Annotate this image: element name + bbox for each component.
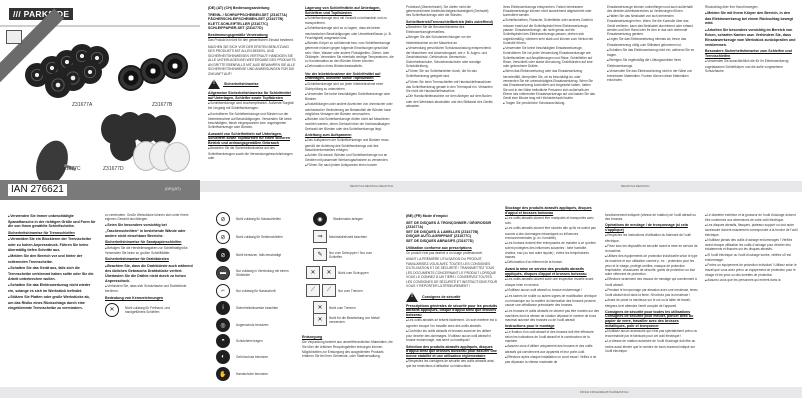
mounting-item: ■ Das Aufspannen der Schleifwerkzeuge und Bürsten muss gemäß der Anleitung des Schleifwerkzeugs und des Maschinenherstellers erfolgen. — [305, 138, 395, 152]
page-footer — [400, 387, 802, 398]
page-footer — [200, 181, 601, 192]
footer-text: FR/CH FR/CH/DE/AT/CH/DE/AT/CH — [580, 390, 629, 394]
storage-item: ■ Déformation d'un élément de la brosse. — [505, 260, 599, 265]
text-item: ■ Les disques abrasifs, flasques, plateaux support ou tout autre accessoire doivent exactement correspondre à la broche de l'outil électrique. — [705, 223, 799, 237]
symbol-row — [216, 318, 291, 332]
text-item: ■ Assurez-vous que les personnes qui entrent dans la — [705, 278, 799, 283]
section-heading: Consignes de sécurité pour meuler, poncer avec du papier de verre, travailler avec des brosses métalliques, polir et tronçonner — [605, 314, 694, 328]
text-item: ■ Verwenden Sie das Elektrowerkzeug nicht in der Nähe von brennbaren Materialien. Funken können diese Materialien entzünden. — [607, 69, 697, 83]
ian-number: IAN 276621 — [8, 184, 67, 196]
no-roughing-icon-2: ✕ — [322, 266, 336, 279]
symbol-row — [216, 212, 291, 226]
safety-heading-text: Sicherheitshinweise — [224, 82, 259, 87]
text-item: Einsatzwerkzeuge können umherfliegen und auch außerhalb des direkten Arbeitsbereiches zu Verletzungen führen. — [607, 4, 693, 14]
de-col-3 — [406, 4, 494, 108]
text-item-bold: ■ Schalten Sie das Gerät aus, falls sich die Trennscheibe verklemmt haben sollte oder Sie die Arbeit unterbrechen wollen. — [8, 266, 96, 281]
symbol-row — [216, 334, 291, 348]
cutting-only-icon-2: ⟋ — [322, 284, 336, 297]
no-wet-grinding-icon: ⊘ — [216, 212, 230, 226]
text-item: ■ Reinigen Sie regelmäßig die Lüftungsschlitze Ihres Elektrowerkzeugs. — [607, 58, 697, 68]
before-use-item: ■ Bürsten und Schleifwerkzeuge dürfen nicht auf Maschinen montiert werden, deren Drehzahl über der höchstzulässigen Drehzahl der Bürsten oder des Schleifwerkzeugs liegt. — [305, 117, 395, 131]
text-item: ■ Fixez tous les dispositifs de sécurité avant la mise en service de la machine. — [605, 244, 699, 254]
de-col-2 — [305, 4, 395, 169]
text-item: ■ Pendant le tronçonnage par abrasion avec une meuleuse, tenez l'outil abrasif droit dans la fente. N'inclinez pas la meuleuse ! — [605, 288, 699, 298]
helmet-icon: ◓ — [216, 334, 230, 348]
de-col-8 — [105, 212, 195, 317]
gloves-icon: ✋ — [216, 367, 230, 381]
storage-item: ■ Bürsten-Körper zu schützende bzw. vom Schleifwerkzeuge getrennte müssen gegen folgende Einwirkungen geschützt sein: Hitze, Wasser oder andere Flüssigkeiten, Glimm- oder Öldämpfe. Vermeiden Sie ebenfalls niedrige Temperaturen, die zu Kondensation an den Bürsten führen könnten. — [305, 41, 395, 63]
text-item: ■ Avant de poser la meuleuse sur le sol ou la table de travail, éteignez-la et attendez l'arrêt complet de l'appareil. — [605, 298, 699, 308]
general-item: ■ Kontrollieren Sie Schleifwerkzeuge und Bürsten vor der Inbetriebnahme auf Beschädigungen. Verwenden Sie keine beschädigten, falsch eingespannten bzw. ungeeigneten Schleifwerkzeuge oder Bürsten. — [208, 112, 296, 130]
text-item-bold: ■ Meiden Sie mit Ihrem Körper den Bereich, in den das Elektrowerkzeug bei einem Rückschlag bewegt wird. — [705, 11, 797, 26]
read-manual-icon: i — [216, 301, 230, 315]
de-instructions-page-2 — [601, 0, 802, 200]
text-item: ■ Verhindern Sie, dass sich Schutzhaube und Drahtbürste berühren. — [105, 284, 195, 294]
storage-item: ■ Les brosses doivent être entreposées de manière à ce qu'elles soient protégées des influences suivantes : forte humidité, chaleur, eau (ou tout autre liquide) ; évitez les températures basses. — [505, 241, 599, 259]
fr-col-1 — [406, 212, 498, 369]
text-item-bold: ■ Seien Sie besonders vorsichtig bei „Taschenschnitten“ in bestehende Wände oder andere nicht einsehbare Bereiche. — [105, 223, 195, 238]
text-item: ■ Le diamètre extérieur et la grosseur de l'outil d'usinage doivent être conformes aux dimensions de votre outil électrique. — [705, 213, 799, 223]
symbol-text: Staubmaske anlegen — [333, 217, 363, 221]
text-item: ■ Verwendung persönlicher Schutzausrüstung entsprechend der Maschinen und Anwendungsart, wie z. B. Augen- und Gesichtsschutz, Gehörschutz, Atemschutz, Sicherheitsschuhe, Schutzhandschuhe oder sonstige Schutzkleidung. — [406, 46, 494, 68]
symbol-row — [306, 266, 393, 279]
no-damaged-icon: ⊘ — [216, 248, 230, 262]
before-use-heading: Avant la mise en service des produits abrasifs appliqués, disques d'appui et brosses boisseau — [505, 267, 587, 276]
text-item: fonctionnement indiquée (vitesse de rotation) de l'outil abrasif ou des brosses. — [605, 212, 696, 222]
markings-heading: Bedeutung von Kennzeichnungen — [105, 295, 164, 300]
text-item: ■ La vitesse de rotation autorisée de l'outil d'usinage doit être au moins aussi élevée que le nombre de tours maximal indiqué sur l'outil électrique. — [605, 339, 699, 353]
tool-thumbnail-icon — [6, 30, 22, 44]
symbol-text: Schutzhelm tragen — [236, 339, 263, 343]
storage-item: ■ Les outils abrasifs doivent être manipulés et transportés avec soin. — [505, 216, 599, 226]
selection-item: ■ Beachten Sie die Sicherheitshinweise auf den Schleifwerkzeugen sowie die Verwendungsbeschränkungen oder — [208, 146, 296, 160]
de-col-1 — [208, 4, 296, 160]
symbol-text: Nur zum Schruppen / Nur zum Schleifen — [329, 250, 373, 259]
caps-notice: AVANT LA PREMIÈRE UTILISATION DU PRODUIT, FAMILIARISEZ-VOUS AVEC TOUTES LES CONSIGNES D'UTILISATION ET DE SÉCURITÉ ! TRANSMETTEZ TOUS LES DOCUMENTS CONCERNANT LE PRODUIT LORSQUE VOUS LE DONNEZ À UN TIERS ! CONSERVEZ TOUTES LES CONSIGNES DE SÉCURITÉ ET INSTRUCTIONS POUR VOUS Y REPORTER ULTÉRIEUREMENT ! — [406, 257, 498, 289]
footer-text: DE/AT/CH DE/AT/CH DE/AT/CH — [350, 184, 394, 188]
symbol-text: Nur zulässig in Verbindung mit einem Stützteller — [236, 269, 289, 277]
section-heading: Consignes de sécurité pour toutes les utilisations — [605, 309, 691, 314]
symbol-text: Augenschutz benutzen — [236, 323, 269, 327]
symbol-text: Gehörschutz benutzen — [236, 355, 269, 359]
language-tag: (DE) (AT) (CH) Bedienungsanleitung — [208, 6, 270, 10]
section-heading: Besondere Sicherheitshinweise zum Schleifen und Trennschleifen — [705, 49, 792, 58]
product-title-c: DISQUE AUTO-AGRIPPANT (Z31677C) — [406, 234, 472, 239]
mounting-heading: Anleitung zum Aufspannen — [305, 132, 352, 137]
page-footer — [200, 387, 400, 398]
intended-use-heading: Bestimmungsgemäße Verwendung — [208, 32, 268, 37]
symbol-text: Nicht zum Trennen — [329, 305, 356, 310]
wet-cut-icon: ⌐ — [216, 284, 230, 298]
safety-heading — [406, 292, 498, 302]
disposal-text: Möglichkeiten zur Entsorgung des ausgedienten Produkts erfahren Sie bei Ihrer Gemeinde- oder Stadtverwaltung. — [302, 349, 384, 359]
text-item-bold: ■ Arbeiten Sie besonders vorsichtig im Bereich von Ecken, scharfen Kanten usw. Verhindern Sie, dass Einsatzwerkzeuge vom Werkstück zurückprallen und verklemmen. — [705, 28, 797, 47]
intended-use-heading: Utilisation conforme aux prescriptions — [406, 245, 472, 250]
text-item: Probelauf (Überdrehzahl). Sie dürfen nicht die gekennzeichnete Arbeitshöchstgeschwindigkeit (Drehzahl) des Schleifwerkzeugs oder der Bürsten. — [406, 4, 489, 18]
storage-item: ■ Schleifwerkzeuge sind mit Vorsicht zu behandeln und zu transportieren. — [305, 16, 395, 26]
text-item: ■ Beachten Sie die Benutzerhinweise des Elektrowerkzeugherstellers. — [406, 25, 494, 35]
product-title-b: SET DE DISQUES À LAMELLES (Z31677B) — [406, 229, 479, 234]
eye-protection-icon: ◎ — [216, 318, 230, 332]
de-col-7 — [8, 212, 96, 310]
general-item: ■ Schleifwerkzeuge sind bruchempfindlich. Äußerste Sorgfalt bei Umgang mit Schleifwerkzeugen. — [208, 101, 296, 111]
intended-use-text: Ce produit n'est pas destiné à un usage professionnel. — [406, 250, 483, 255]
fr-col-4 — [705, 212, 799, 283]
symbol-row — [306, 284, 393, 297]
mounting-item: ■ Führen Sie nach jedem Aufspannen einen kurzen — [305, 163, 395, 168]
symbol-row — [313, 248, 384, 261]
before-use-item: ■ Les taches de rouille ou autres signes de modification chimique ou mécanique sur la matière du fabrication des brosses peuvent causer une défaillance prématurée des brosses. — [505, 294, 599, 308]
disposal-section — [302, 333, 394, 358]
symbol-row — [313, 212, 388, 226]
text-item-bold: ■ Verwenden Sie immer unbeschädigte Spannflansche in der richtigen Größe und Form für die von Ihnen gewählte Schleifscheibe. — [8, 214, 96, 229]
symbol-row — [216, 266, 291, 280]
text-item-bold: ■ Meiden Sie den Bereich vor und hinter der rotierenden Trennscheibe. — [8, 254, 96, 264]
text-item: ■ Respectez les instructions d'utilisation du fabricant de l'outil électrique. — [605, 233, 699, 243]
ear-protection-icon: ◐ — [216, 350, 230, 364]
mounting-item: ■ Achten Sie darauf, Bürsten und Schleifwerkzeuge nur an Geräten mit passender Werkzeugaufnahme zu verwenden. — [305, 153, 395, 163]
mounting-item: ■ Assurez-vous d'utiliser uniquement des brosses et des outils abrasifs qui conviennent aux appareils et leur porte-outil. — [505, 344, 599, 354]
no-roughing-icon: ✕ — [306, 266, 320, 279]
page-footer — [0, 387, 200, 398]
text-item: Rückschlag über Ihre Hand bewegen. — [705, 4, 759, 9]
fr-col-3 — [605, 212, 699, 353]
text-item-bold: ■ Schalten Sie das Elektrowerkzeug nicht wieder ein, solange es sich im Werkstück befindet. — [8, 283, 96, 293]
header-rule — [0, 25, 200, 27]
symbol-text: Nicht zulässig für Nassschleifen — [236, 217, 281, 221]
country-flags: (DE)(AT) — [165, 186, 181, 191]
general-safety-heading: Allgemeine Sicherheitshinweise für Schleifmittel auf Unterlagen, Schleifer sowie Topfbürsten — [208, 91, 291, 100]
storage-item: ■ Schleifwerkzeuge sind so zu lagern, dass sie keiner mechanischen Beschädigungen oder Umwelteinflüssen (z. B. Feuchtigkeit) ausgesetzt sind. — [305, 26, 395, 40]
warning-icon — [406, 292, 418, 302]
symbol-text: Nicht für die Bearbeitung von Metall verwenden. — [329, 315, 380, 324]
de-instructions-page-3 — [0, 200, 200, 401]
storage-heading: Stockage des produits abrasifs appliqués, disques d'appui et brosses boisseau — [505, 206, 592, 215]
product-title-a: SET DE DISQUES À TRONÇONNER / DÉGROSSIR (Z31677A) — [406, 220, 492, 230]
metal-only-icon: ✕ — [313, 313, 327, 326]
symbol-row — [216, 350, 291, 364]
storage-heading: Lagerung von Schleifmitteln auf Unterlagen, Schleifern und Topfbürsten — [305, 6, 381, 15]
text-item: ■ Führen Sie nur Schleifarbeiten durch, die für das Schleifwerkzeug geeignet sind. — [406, 69, 494, 79]
cover-page — [0, 0, 200, 200]
product-title-d: SCHLEIFPAPIER-SET (Z31677D) — [208, 26, 263, 31]
text-item-bold: ■ Beachten Sie, dass die Drahtbürste auch während des üblichen Gebrauchs Drahtstücke verliert. Überlasten Sie die Drähte nicht durch zu hohen Anpressdruck. — [105, 264, 195, 283]
model-label-d: Z31677D — [103, 166, 124, 172]
product-title-c: KLETT-SCHLEIFTELLER (Z31677C) — [208, 21, 269, 26]
before-use-item: ■ Verwenden Sie keine beschädigten Schleifwerkzeuge oder Bürsten. — [305, 92, 395, 102]
symbol-text: Nur zum Trennen — [338, 288, 363, 293]
text-item-bold: ■ Stützen Sie Platten oder große Werkstücke ab, um das Risiko eines Rückschlags durch eine eingeklemmte Trennscheibe zu vermindern. — [8, 295, 96, 310]
de-instructions-page-1 — [200, 0, 601, 200]
no-cutting-icon: ✕ — [313, 301, 327, 314]
section-heading: Schleifbetrieb/Trennschleifbetrieb (falls zutreffend) — [406, 19, 493, 24]
page-footer — [601, 181, 802, 192]
general-item: ■ Les outils abrasifs se brisent facilement. Un soin extrême est à apporter lorsque l'on travaille avec des outils abrasifs. — [406, 318, 498, 328]
cutting-only-icon: ⟋ — [306, 284, 320, 297]
text-item: ■ Verwenden Sie keine beschädigten Einsatzwerkzeuge. Kontrollieren Sie vor jeder Verwendung Einsatzwerkzeuge wie Schleifscheiben auf Absplitterungen und Risse, Schleifteller auf Risse, Verschleiß oder starke Abnutzung, Drahtbürsten auf lose oder gebrochene Drähte. — [503, 46, 595, 68]
symbol-text: Nicht zulässig für Seitenschleifen — [236, 235, 283, 239]
symbol-text: Handschuhe benutzen — [236, 372, 268, 376]
text-item-bold: ■ Vermeiden Sie ein Blockieren der Trennscheibe oder zu hohen Anpressdruck. Führen Sie keine übermäßig tiefen Schnitte aus. — [8, 237, 96, 252]
product-title-d: SET DE DISQUES ABRASIFS (Z31677D) — [406, 238, 474, 243]
selection-item: ■ Respectez les consignes de sécurité des outils abrasifs ainsi que les restrictions d'utilisation ou instructions — [406, 359, 498, 369]
product-title-a: TRENN- / SCHRUPPSCHEIBEN-SET (Z31677A) — [208, 12, 288, 17]
before-use-heading: Vor der Inbetriebnahme der Schleifmittel auf Unterlagen, Schleifer sowie Topfbürsten — [305, 71, 381, 81]
de-col-5 — [607, 4, 697, 83]
mounting-item: ■ Effectuez après chaque installation un court essai ! Veillez à ne pas dépasser la vitesse maximale de — [505, 355, 599, 365]
parkside-logo: /// PARKSIDE — [9, 8, 73, 20]
marking-text: Nicht zulässig für Freihand- und handgeführtes Schleifen — [125, 306, 171, 315]
symbol-text: Nicht benutzen, falls beschädigt — [236, 253, 282, 257]
text-item: ■ Verwenden Sie ausschließlich die für Ihr Elektrowerkzeug zugelassenen Schleifkörper und die dafür vorgesehene Schutzhaube. — [705, 59, 797, 73]
mounting-heading: Instructions pour le montage — [505, 324, 555, 329]
text-item: ■ N'utilisez jamais des outils d'usinage endommagés ! Vérifiez avant chaque utilisation les outils d'usinage pour déceler des éclatements et fissures sur les disques abrasifs. — [705, 238, 799, 252]
rotation-direction-icon: ⇒ — [313, 230, 327, 243]
de-col-4 — [503, 4, 595, 107]
text-item: zu vermindern. Große Werkstücke können sich unter ihrem eigenen Gewicht durchbiegen. — [105, 212, 189, 222]
warning-icon — [208, 79, 220, 89]
before-use-item: ■ Kratzbildungen oder andere Anzeichen von chemischer oder mechanischer Veränderung am Bestandteil der Bürsten kann mögliches Versagen der Bürsten verursachen. — [305, 102, 395, 116]
mounting-item: ■ Le fixation d'un outil abrasif et des brosses doit être effectuée selon les indications de l'outil abrasif et le constructeur de la machine. — [505, 330, 599, 344]
symbol-row — [216, 248, 291, 262]
section-heading: Opérations de meulage / de tronçonnage (si cela s'applique) — [605, 223, 688, 232]
text-item: ■ N'utilisez aucun accessoire qui n'est pas spécialement prévu ou recommandé par le fabricant pour cet outil électrique ! — [605, 329, 699, 339]
selection-heading: Sélection des produits abrasifs appliqués, disques d'appui ainsi que brosses boisseau pour assurer une bonne stabilité et une utilisation réglementaire — [406, 344, 497, 358]
no-freehand-icon: ✕ — [105, 303, 119, 317]
symbol-row — [313, 230, 384, 243]
symbol-text: Sicherheitshinweise beachten — [236, 306, 279, 310]
text-item: ■ Portez un équipement de protection individuel ! Utilisez selon le travail que vous avez prévu un équipement de protection pour le visage et les yeux ou des lunettes de protection. — [705, 263, 799, 277]
before-use-item: ■ Les outils abrasifs doivent subir une inspection visuelle avant chaque mise en service. — [505, 277, 599, 287]
language-tag: (BE) (FR) Mode d'emploi — [406, 214, 448, 218]
section-heading: Sicherheitshinweise für Drahtbürsten — [105, 257, 169, 262]
text-item: ■ Legen Sie das Elektrowerkzeug niemals ab, bevor das Einsatzwerkzeug völlig zum Stillstand gekommen ist. — [607, 37, 697, 47]
marking-row — [105, 303, 195, 317]
text-item: ■ Bringen Sie alle Schutzeinrichtungen vor der Inbetriebnahme an der Maschine an. — [406, 35, 494, 45]
text-item: ■ Führen Sie beim Trennschleifen mit Handschleifmaschinen das Schleifwerkzeug gerade in den Trennspalt ein. Verkanten Sie nicht die Handschleifmaschine. — [406, 80, 494, 94]
backing-pad-icon: ▬ — [216, 266, 230, 280]
caps-notice: MACHEN SIE SICH VOR DER ERSTEN BENUTZUNG DES PRODUKTS MIT ALLEN BEDIEN- UND SICHERHEITSHINWEISEN VERTRAUT! HÄNDIGEN SIE ALLE UNTERLAGEN BEI WEITERGABE DES PRODUKTS AN DRITTE EBENFALLS MIT AUS! BEWAHREN SIE ALLE SICHERHEITSHINWEISE UND ANWEISUNGEN FÜR DIE ZUKUNFT AUF! — [208, 44, 296, 76]
general-safety-heading: Prescriptions générales de sécurité pour les produits abrasifs appliqués, disque d'appui ainsi que brosses boisseau — [406, 303, 498, 317]
de-col-6 — [705, 4, 797, 73]
section-heading: Sicherheitshinweise für Sandpapierschleifen — [105, 240, 182, 245]
safety-heading — [208, 79, 296, 89]
symbol-text: Nur zulässig für Nassschnitt — [236, 289, 276, 293]
symbols-page — [200, 200, 400, 401]
footer-text: DE/AT/CH DE/AT/CH — [621, 184, 650, 188]
product-title-b: FÄCHERSCHLEIFSCHEIBEN-SET (Z31677B) — [208, 17, 284, 22]
symbol-row — [216, 367, 291, 381]
text-item: ■ Effectuez seulement des travaux de meulage qui conviennent à l'outil abrasif. — [605, 277, 699, 287]
text-item: ■ Schalten Sie das Elektrowerkzeug nicht ein, während Sie es tragen. — [607, 48, 697, 58]
selection-heading: Auswahl von Schleifmitteln auf Unterlagen, Schleifern sowie Topfbürsten für einen sicheren Betrieb und ordnungsgemäßen Gebrauch — [208, 131, 291, 145]
text-item: ■ Wenn das Elektrowerkzeug oder das Einsatzwerkzeug herunterfällt, überprüfen Sie, ob es beschädigt ist, oder verwenden Sie ein unbeschädigtes Einsatzwerkzeug. Wenn Sie das Einsatzwerkzeug kontrolliert und eingesetzt haben, halten Sie und in der Nähe befindliche Personen sich außerhalb der Ebene des rotierenden Einsatzwerkzeugs auf und lassen Sie das Gerät eine Minute lang mit Höchstdrehzahl laufen. — [503, 69, 595, 100]
before-use-item: ■ Schleifwerkzeuge sind vor jeder Inbetriebnahme einer Sichtprüfung zu unterziehen. — [305, 82, 395, 92]
before-use-item: ■ Les brosses et outils abrasifs ne doivent pas être montés sur des machines dont la vitesse de rotation dépasse le nombre de tours maximal autorisé des brosses ou de l'outil abrasif. — [505, 309, 599, 323]
model-label-a: Z31677A — [72, 102, 93, 108]
text-item: Ihres Elektrowerkzeugs entsprechen. Falsch bemessene Einsatzwerkzeuge können nicht ausreichend abgeschirmt oder kontrolliert werden. — [503, 4, 592, 18]
fr-col-2 — [505, 204, 599, 364]
symbol-row — [216, 284, 291, 298]
text-item: ■ Die Handschleifmaschine vor dem Ablegen auf dem Boden oder den Werkbank abschalten und den Stillstand des Geräts abwarten. — [406, 94, 494, 108]
fr-instructions-page — [400, 200, 802, 401]
symbol-text: Nicht zum Schruppen — [338, 270, 369, 275]
text-item: ■ Tragen Sie persönliche Schutzausrüstung. — [503, 101, 595, 106]
safety-heading-text: Consignes de sécurité — [422, 294, 461, 299]
symbol-text: Maximaldrehzahl beachten — [329, 234, 368, 239]
text-item: ■ Halten Sie das Netzkabel von sich drehenden Einsatzwerkzeugen fern. Wenn Sie die Kontrolle über das Gerät verlieren, kann das Netzkabel durchtrennt oder erfasst werden und Ihre Hand oder Ihr Arm in das sich drehende Einsatzwerkzeug geraten. — [607, 14, 697, 36]
symbol-row — [216, 301, 291, 315]
symbol-row — [313, 313, 384, 326]
storage-item: ■ Les outils abrasifs doivent être stockés afin qu'ils ne soient pas soumis à des dommages mécaniques ou influences environnementales (p. ex. humidité). — [505, 226, 599, 240]
intended-use-text: Das Produkt ist nicht für den gewerblichen Einsatz bestimmt. — [208, 38, 294, 43]
symbol-row — [216, 230, 291, 244]
model-label-c: Z31677C — [60, 166, 81, 172]
disposal-text: Die Verpackung besteht aus umweltfreundlichen Materialien, die Sie über die örtlichen Recyclingstellen entsorgen können. — [302, 340, 393, 349]
text-item: ■ Utilisez des équipements de protection individuelle selon le type de machine et son utilisation comme p. ex. : protection pour les yeux et le visage, protège-oreilles, masque de protection respiratoire, chaussures de sécurité, gants de protection ou tout autre vêtement de protection. — [605, 254, 699, 276]
before-use-item: ■ N'utilisez aucun outil abrasif ou brosse endommagé ! — [505, 288, 599, 293]
section-heading: Sicherheitshinweise für Trennschleifen — [8, 230, 75, 235]
dust-mask-icon: ◉ — [313, 212, 327, 226]
text-item: ■ Schleifscheiben, Flansche, Schleifteller oder anderes Zubehör müssen exakt auf die Schleifspindel Ihres Elektrowerkzeugs passen. Einsatzwerkzeuge, die nicht genau auf die Schleifspindel des Elektrowerkzeugs passen, drehen sich ungleichmäßig, vibrieren sehr stark und können zum Verlust der Kontrolle führen. — [503, 18, 595, 45]
grinding-only-icon: ✎ — [313, 248, 327, 261]
disposal-heading: Entsorgung — [302, 335, 323, 339]
text-item: ■ Befolgen Sie die Herstellerangaben zur Schleifblattgröße. Verwenden Sie keine zu großen Schleifblätter. — [105, 246, 195, 256]
text-item: ■ Si l'outil électrique ou l'outil d'usinage tombe, vérifiez s'il est endommagé. — [705, 253, 799, 263]
no-side-grinding-icon: ⊘ — [216, 230, 230, 244]
general-item: ■ Contrôlez les outils abrasifs et brosses avant de les utiliser pour déceler des dommages. N'utilisez aucun outil abrasif ni brosse endommagé, mal serré ou inadéquat ! — [406, 329, 498, 343]
storage-item: ■ Deformation eines Bürstenbestandteils. — [305, 64, 395, 69]
model-label-b: Z31677B — [152, 102, 173, 108]
